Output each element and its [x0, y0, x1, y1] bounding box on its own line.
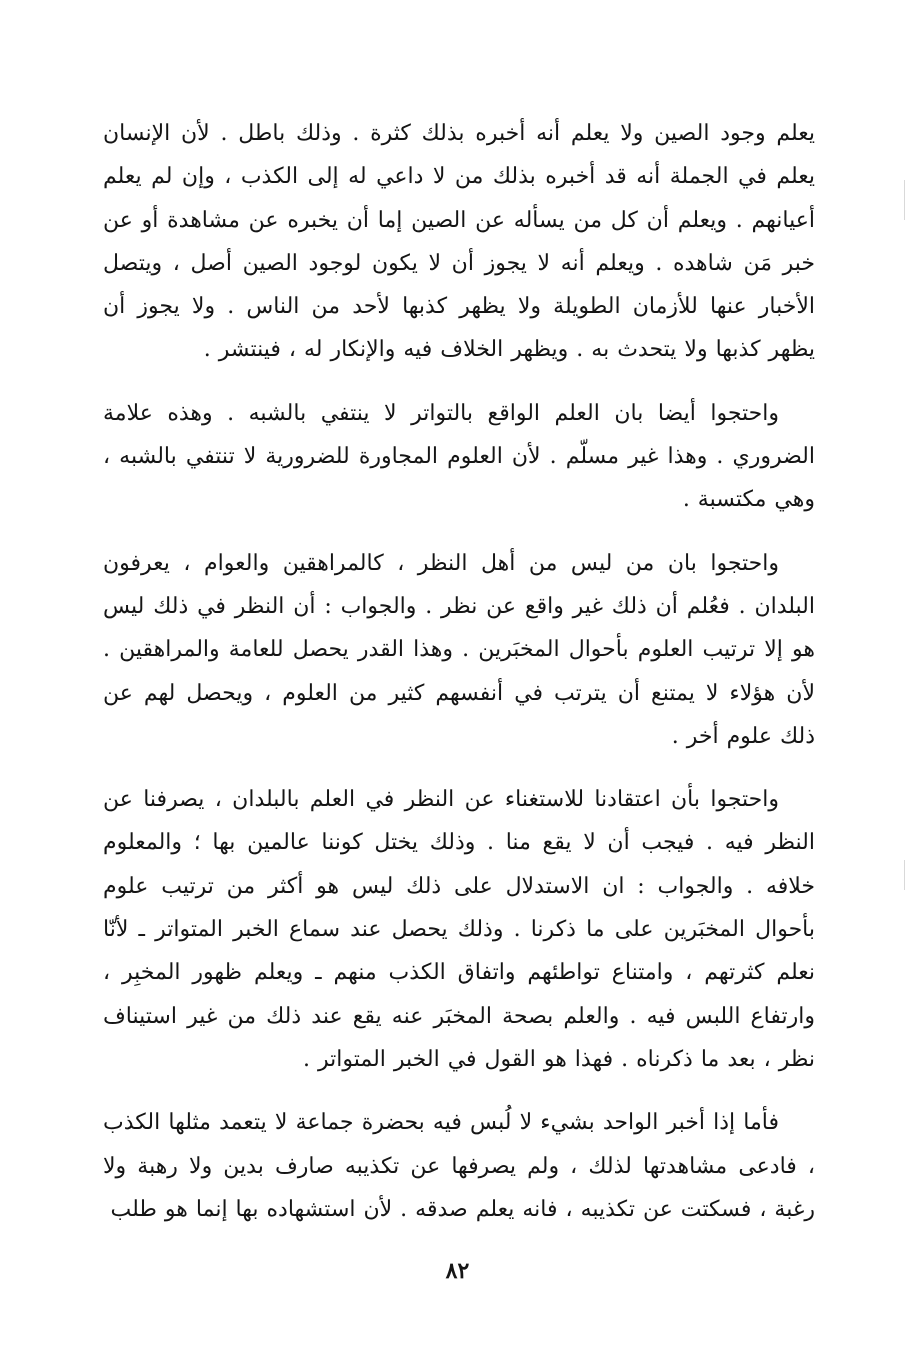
page-edge-mark	[904, 180, 905, 220]
page-edge-mark	[904, 860, 905, 890]
page-number: ٨٢	[445, 1258, 470, 1284]
paragraph-2: واحتجوا أيضا بان العلم الواقع بالتواتر لا ينتفي بالشبه . وهذه علامة الضروري . وهذا غير مسلّم . لأن العلوم المجاورة للضرورية لا تنتفي بالشبه ، وهي مكتسبة .	[103, 400, 815, 513]
paragraph-5: فأما إذا أخبر الواحد بشيء لا لُبس فيه بحضرة جماعة لا يتعمد مثلها الكذب ، فادعى مشاهدتها لذلك ، ولم يصرفها عن تكذيبه صارف بدين ولا رهبة ولا رغبة ، فسكتت عن تكذيبه ، فانه يعلم صدقه . لأن استشهاده بها إنما هو طلب	[103, 1110, 815, 1222]
paragraph-4: واحتجوا بأن اعتقادنا للاستغناء عن النظر في العلم بالبلدان ، يصرفنا عن النظر فيه . فيجب أن لا يقع منا . وذلك يختل كوننا عالمين بها ؛ والمعلوم خلافه . والجواب : ان الاستدلال على ذلك ليس هو أكثر من ترتيب علوم بأحوال المخبَرين على ما ذكرنا . وذلك يحصل عند سماع الخبر المتواتر ـ لأنّا نعلم كثرتهم ، وامتناع تواطئهم واتفاق الكذب منهم ـ ويعلم ظهور المخبِر ، وارتفاع اللبس فيه . والعلم بصحة المخبَر عنه يقع عند ذلك من غير استيناف نظر ، بعد ما ذكرناه . فهذا هو القول في الخبر المتواتر .	[103, 787, 815, 1072]
page-body-text	[103, 112, 815, 1231]
paragraph-1: يعلم وجود الصين ولا يعلم أنه أخبره بذلك كثرة . وذلك باطل . لأن الإنسان يعلم في الجملة أنه قد أخبره بذلك من لا داعي له إلى الكذب ، وإن لم يعلم أعيانهم . ويعلم أن كل من يسأله عن الصين إما أن يخبره عن مشاهدة أو عن خبر مَن شاهده . ويعلم أنه لا يجوز أن لا يكون لوجود الصين أصل ، ويتصل الأخبار عنها للأزمان الطويلة ولا يظهر كذبها لأحد من الناس . ولا يجوز أن يظهر كذبها ولا يتحدث به . ويظهر الخلاف فيه والإنكار له ، فينتشر .	[103, 121, 815, 363]
paragraph-3: واحتجوا بان من ليس من أهل النظر ، كالمراهقين والعوام ، يعرفون البلدان . فعُلم أن ذلك غير واقع عن نظر . والجواب : أن النظر في ذلك ليس هو إلا ترتيب العلوم بأحوال المخبَرين . وهذا القدر يحصل للعامة والمراهقين . لأن هؤلاء لا يمتنع أن يترتب في أنفسهم كثير من العلوم ، ويحصل لهم عن ذلك علوم أخر .	[103, 550, 815, 749]
